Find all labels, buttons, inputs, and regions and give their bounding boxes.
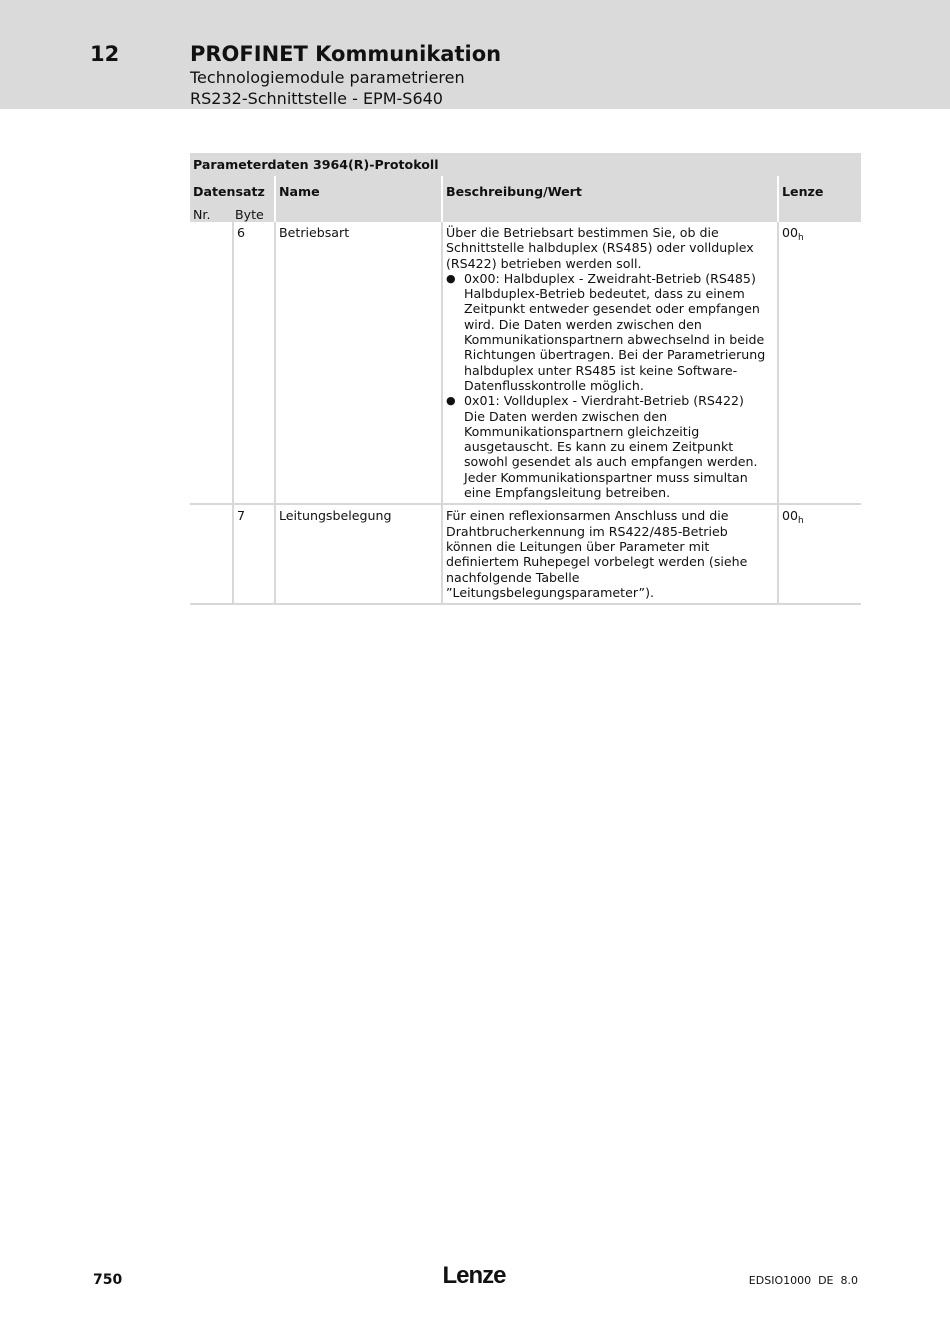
header-nr: Nr. <box>193 207 211 222</box>
lenze-suffix: h <box>798 516 804 527</box>
chapter-title: PROFINET Kommunikation <box>190 42 502 66</box>
section-subtitle: Technologiemodule parametrieren <box>190 68 465 87</box>
row-byte: 6 <box>232 222 274 503</box>
lenze-value: 00 <box>782 225 799 240</box>
bullet-title: 0x00: Halbduplex - Zweidraht-Betrieb (RS485) <box>464 270 756 286</box>
bullet-dot-icon: ● <box>446 271 456 285</box>
header-name: Name <box>279 184 320 199</box>
header-byte: Byte <box>235 207 264 222</box>
header-byte-cell <box>232 176 274 222</box>
bullet-text: Die Daten werden zwischen den Kommunikationspartnern gleichzeitig ausgetauscht. Es kann zu einem Zeitpunkt sowohl gesendet als auch empfangen werden. Jeder Kommunikationspartner muss simultan eine Empfangsleitung betreiben. <box>464 408 758 501</box>
lenze-value: 00 <box>782 508 799 524</box>
table-row <box>190 222 861 505</box>
list-item <box>446 271 774 393</box>
description-intro: Über die Betriebsart bestimmen Sie, ob die Schnittstelle halbduplex (RS485) oder vollduplex (RS422) betrieben werden soll. <box>446 225 754 271</box>
subsection-subtitle: RS232-Schnittstelle - EPM-S640 <box>190 89 443 108</box>
table-header <box>190 176 861 222</box>
table-caption: Parameterdaten 3964(R)-Protokoll <box>190 153 861 176</box>
row-description <box>441 505 777 603</box>
header-name-cell <box>274 176 441 222</box>
description-intro: Für einen reflexionsarmen Anschluss und die Drahtbrucherkennung im RS422/485-Betrieb können die Leitungen über Parameter mit definiertem Ruhepegel vorbelegt werden (siehe nachfolgende Tabelle ”Leitungsbelegungsparameter”). <box>446 508 748 600</box>
table-row <box>190 505 861 605</box>
lenze-logo <box>436 1262 512 1288</box>
row-name: Leitungsbelegung <box>274 505 441 603</box>
lenze-suffix: h <box>798 233 804 243</box>
header-description: Beschreibung/Wert <box>446 184 582 199</box>
chapter-number: 12 <box>90 42 120 66</box>
row-description <box>441 222 777 503</box>
logo-text: Lenze <box>442 1262 506 1288</box>
bullet-dot-icon: ● <box>446 394 456 408</box>
row-nr <box>190 505 232 603</box>
row-lenze-value <box>777 505 861 603</box>
bullet-title: 0x01: Vollduplex - Vierdraht-Betrieb (RS422) <box>464 393 744 409</box>
row-lenze-value <box>777 222 861 503</box>
row-byte: 7 <box>232 505 274 603</box>
list-item <box>446 393 774 500</box>
header-lenze-cell <box>777 176 861 222</box>
row-name: Betriebsart <box>274 222 441 503</box>
bullet-text: Halbduplex-Betrieb bedeutet, dass zu einem Zeitpunkt entweder gesendet oder empfangen wird. Die Daten werden zwischen den Kommunikationspartnern abwechselnd in beide Richtungen übertragen. Bei der Parametrierung halbduplex unter RS485 ist keine Software-Datenflusskontrolle möglich. <box>464 286 766 393</box>
row-nr <box>190 222 232 503</box>
header-description-cell <box>441 176 777 222</box>
document-id: EDSIO1000 DE 8.0 <box>748 1274 858 1287</box>
header-datensatz: Datensatz <box>193 184 265 199</box>
parameter-table <box>190 153 861 605</box>
header-lenze: Lenze <box>782 184 824 199</box>
page-number: 750 <box>93 1272 123 1288</box>
